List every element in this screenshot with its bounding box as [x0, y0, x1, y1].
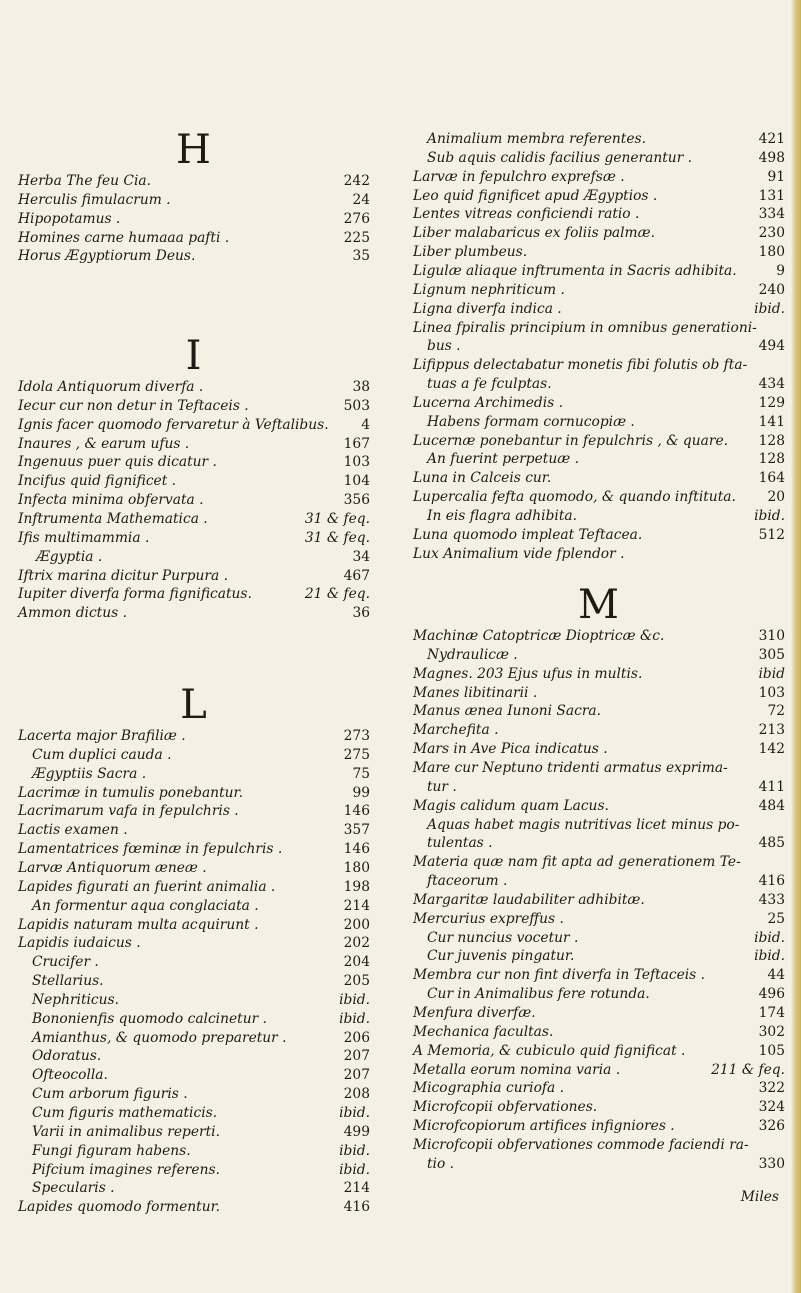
- entry-page: 498: [758, 149, 785, 166]
- entry-page: 322: [758, 1080, 785, 1097]
- entry-text: Margaritæ laudabiliter adhibitæ.: [413, 891, 645, 908]
- entry-page: 242: [343, 173, 370, 189]
- entry-text: Ofteocolla.: [32, 1067, 108, 1084]
- entry-text: Lacerta major Brafiliæ .: [18, 728, 186, 744]
- entry-text: Herculis fimulacrum .: [18, 191, 171, 208]
- entry-text: tio .: [427, 1155, 455, 1172]
- entry-page: 324: [758, 1099, 785, 1116]
- entry-text: Microfcopii obfervationes.: [413, 1099, 598, 1116]
- entry-page: 25: [767, 910, 785, 927]
- entry-page: 240: [758, 281, 785, 298]
- entry-page: 433: [758, 891, 785, 908]
- entry-text: Ligna diverfa indica .: [413, 300, 562, 317]
- entry-page: 207: [343, 1067, 370, 1084]
- entry-page: 416: [758, 873, 785, 890]
- entry-page: ibid.: [339, 1142, 370, 1159]
- entry-text: Odoratus.: [32, 1048, 102, 1065]
- entry-page: 31 & feq.: [304, 529, 370, 546]
- entry-text: Lupercalia fefta quomodo, & quando inftituta.: [413, 489, 736, 506]
- entry-page: 225: [343, 229, 370, 246]
- entry-text: Aquas habet magis nutritivas licet minus po-: [427, 816, 740, 833]
- entry-page: ibid: [758, 665, 785, 682]
- entry-text: Iftrix marina dicitur Purpura .: [18, 567, 228, 584]
- entry-text: Nephriticus.: [32, 991, 119, 1008]
- entry-page: 214: [343, 897, 370, 914]
- entry-page: 131: [758, 187, 785, 204]
- entry-text: An formentur aqua conglaciata .: [32, 897, 259, 914]
- entry-page: 411: [758, 778, 785, 795]
- entry-text: Lacrimæ in tumulis ponebantur.: [18, 784, 243, 801]
- entry-page: ibid.: [339, 1105, 370, 1121]
- entry-page: 91: [767, 168, 785, 185]
- entry-text: Menfura diverfæ.: [413, 1005, 536, 1021]
- entry-page: 204: [343, 954, 370, 971]
- entry-text: Cum figuris mathematicis.: [32, 1105, 218, 1121]
- entry-text: Lamentatrices fœminæ in fepulchris .: [18, 841, 283, 858]
- entry-text: Mechanica facultas.: [413, 1023, 554, 1040]
- section-letter: H: [176, 127, 212, 173]
- entry-text: Crucifer .: [32, 954, 99, 971]
- entry-page: 326: [758, 1118, 785, 1135]
- entry-page: 128: [758, 432, 785, 449]
- entry-text: Lignum nephriticum .: [413, 281, 565, 298]
- entry-page: 174: [758, 1005, 785, 1021]
- entry-text: Amianthus, & quomodo preparetur .: [32, 1029, 287, 1046]
- entry-text: Machinæ Catoptricæ Dioptricæ &c.: [413, 628, 665, 644]
- entry-page: 484: [758, 797, 785, 814]
- entry-text: Homines carne humaaa pafti .: [18, 229, 230, 246]
- entry-text: Lux Animalium vide fplendor .: [413, 545, 625, 562]
- entry-text: Miles: [740, 1188, 779, 1205]
- entry-text: Magnes. 203 Ejus ufus in multis.: [413, 665, 643, 682]
- entry-page: ibid.: [754, 508, 785, 524]
- entry-text: In eis flagra adhibita.: [427, 508, 577, 524]
- entry-page: 21 & feq.: [304, 586, 370, 603]
- entry-page: 167: [343, 435, 370, 452]
- entry-text: Magis calidum quam Lacus.: [413, 797, 609, 814]
- entry-page: 198: [343, 878, 370, 895]
- entry-text: Pifcium imagines referens.: [32, 1161, 220, 1178]
- entry-text: tur .: [427, 778, 457, 795]
- entry-page: 467: [343, 567, 370, 584]
- entry-page: 485: [758, 835, 785, 852]
- entry-page: 99: [352, 784, 370, 801]
- entry-page: ibid.: [754, 300, 785, 317]
- entry-page: 24: [352, 191, 370, 208]
- section-letter: I: [185, 333, 203, 379]
- entry-page: 142: [758, 741, 785, 758]
- entry-page: 129: [758, 394, 785, 411]
- entry-text: Materia quæ nam fit apta ad generationem Te-: [413, 854, 741, 871]
- entry-page: 503: [343, 397, 370, 414]
- entry-text: Habens formam cornucopiæ .: [427, 413, 635, 430]
- entry-text: Idola Antiquorum diverfa .: [18, 379, 204, 395]
- entry-page: 34: [352, 548, 370, 565]
- entry-text: Lapidis naturam multa acquirunt .: [18, 916, 259, 933]
- entry-text: Cum duplici cauda .: [32, 746, 172, 763]
- entry-page: 356: [343, 492, 370, 509]
- entry-page: 103: [758, 684, 785, 701]
- entry-text: Ignis facer quomodo fervaretur à Veftalibus.: [18, 416, 329, 433]
- entry-text: Microfcopii obfervationes commode faciendi ra-: [413, 1136, 749, 1153]
- entry-page: 180: [758, 244, 785, 261]
- entry-page: 9: [776, 262, 785, 279]
- entry-text: Herba The feu Cia.: [18, 173, 151, 189]
- entry-page: 421: [758, 131, 785, 147]
- entry-text: Mercurius expreffus .: [413, 910, 564, 927]
- entry-page: 4: [361, 416, 370, 433]
- entry-text: Ammon dictus .: [18, 605, 127, 622]
- entry-text: tulentas .: [427, 835, 493, 852]
- entry-page: 310: [758, 628, 785, 644]
- entry-page: 512: [758, 526, 785, 543]
- entry-page: 205: [343, 973, 370, 990]
- entry-text: Varii in animalibus reperti.: [32, 1123, 220, 1140]
- entry-page: 202: [343, 935, 370, 952]
- entry-page: 330: [758, 1155, 785, 1172]
- entry-text: Specularis .: [32, 1180, 115, 1197]
- entry-text: Luna in Calceis cur.: [413, 470, 552, 487]
- entry-page: 276: [343, 210, 370, 227]
- entry-page: 208: [343, 1086, 370, 1103]
- entry-page: 104: [343, 473, 370, 490]
- entry-text: Sub aquis calidis facilius generantur .: [427, 149, 693, 166]
- section-letter: L: [180, 682, 208, 728]
- entry-text: Membra cur non fint diverfa in Teftaceis .: [413, 967, 706, 984]
- entry-text: Inftrumenta Mathematica .: [18, 510, 208, 527]
- entry-page: 36: [352, 605, 370, 622]
- entry-page: 164: [758, 470, 785, 487]
- entry-page: 146: [343, 803, 370, 820]
- entry-text: Iecur cur non detur in Teftaceis .: [18, 397, 249, 414]
- entry-text: Hipopotamus .: [18, 210, 121, 227]
- entry-text: Liber malabaricus ex foliis palmæ.: [413, 225, 655, 242]
- entry-page: ibid.: [754, 948, 785, 965]
- entry-page: 206: [343, 1029, 370, 1046]
- entry-page: ibid.: [754, 929, 785, 946]
- entry-text: An fuerint perpetuæ .: [427, 451, 579, 468]
- entry-text: Marchefita .: [413, 722, 499, 739]
- entry-text: Leo quid fignificet apud Ægyptios .: [413, 187, 658, 204]
- entry-page: 146: [343, 841, 370, 858]
- entry-text: Manes libitinarii .: [413, 684, 538, 701]
- entry-page: 200: [343, 916, 370, 933]
- entry-text: A Memoria, & cubiculo quid fignificat .: [413, 1042, 686, 1059]
- entry-text: Lapides figurati an fuerint animalia .: [18, 878, 276, 895]
- entry-text: Incifus quid fignificet .: [18, 473, 177, 490]
- entry-text: Ingenuus puer quis dicatur .: [18, 454, 217, 471]
- entry-page: 38: [352, 379, 370, 395]
- entry-page: 494: [758, 338, 785, 355]
- entry-page: ibid.: [339, 991, 370, 1008]
- entry-page: 230: [758, 225, 785, 242]
- entry-text: Liber plumbeus.: [413, 244, 528, 261]
- entry-text: Lucerna Archimedis .: [413, 394, 563, 411]
- entry-page: 302: [758, 1023, 785, 1040]
- entry-text: bus .: [427, 338, 461, 355]
- entry-page: ibid.: [339, 1010, 370, 1027]
- entry-text: Cur juvenis pingatur.: [427, 948, 575, 965]
- entry-text: ftaceorum .: [427, 873, 508, 890]
- entry-text: Lactis examen .: [18, 822, 128, 839]
- entry-page: 20: [767, 489, 785, 506]
- entry-page: 103: [343, 454, 370, 471]
- entry-text: Ægyptiis Sacra .: [32, 765, 147, 782]
- entry-page: 211 & feq.: [711, 1061, 785, 1078]
- entry-page: 499: [343, 1123, 370, 1140]
- entry-page: 35: [352, 248, 370, 265]
- entry-page: 128: [758, 451, 785, 468]
- page-edge: [791, 0, 801, 1293]
- entry-page: 334: [758, 206, 785, 223]
- entry-text: Cum arborum figuris .: [32, 1086, 188, 1103]
- entry-text: Infecta minima obfervata .: [18, 492, 204, 509]
- entry-text: Lacrimarum vafa in fepulchris .: [18, 803, 239, 820]
- entry-text: Fungi figuram habens.: [32, 1142, 191, 1159]
- entry-text: Metalla eorum nomina varia .: [413, 1061, 621, 1078]
- entry-text: Bononienfis quomodo calcinetur .: [32, 1010, 267, 1027]
- entry-text: Lapidis iudaicus .: [18, 935, 141, 952]
- entry-text: Horus Ægyptiorum Deus.: [18, 248, 196, 265]
- entry-text: tuas a fe fculptas.: [427, 376, 552, 393]
- entry-page: 434: [758, 376, 785, 393]
- entry-text: Ægyptia .: [36, 548, 103, 565]
- entry-text: Inaures , & earum ufus .: [18, 435, 190, 452]
- entry-text: Larvæ Antiquorum æneæ .: [18, 859, 207, 876]
- entry-text: Cur in Animalibus fere rotunda.: [427, 986, 650, 1003]
- entry-page: 214: [343, 1180, 370, 1197]
- entry-text: Microfcopiorum artifices infigniores .: [413, 1118, 675, 1135]
- entry-page: 207: [343, 1048, 370, 1065]
- entry-page: 357: [343, 822, 370, 839]
- entry-text: Ligulæ aliaque inftrumenta in Sacris adhibita.: [413, 262, 737, 279]
- entry-text: Luna quomodo impleat Teftacea.: [413, 526, 643, 543]
- entry-page: 72: [767, 703, 785, 720]
- entry-page: 180: [343, 859, 370, 876]
- entry-page: 141: [758, 413, 785, 430]
- entry-text: Micographia curiofa .: [413, 1080, 564, 1097]
- entry-page: ibid.: [339, 1161, 370, 1178]
- section-letter: M: [578, 582, 620, 628]
- entry-text: Manus ænea Iunoni Sacra.: [413, 703, 602, 720]
- entry-text: Cur nuncius vocetur .: [427, 929, 579, 946]
- entry-text: Lifippus delectabatur monetis fibi folutis ob fta-: [413, 357, 748, 374]
- entry-page: 75: [352, 765, 370, 782]
- entry-page: 305: [758, 646, 785, 663]
- entry-page: 44: [767, 967, 785, 984]
- entry-page: 105: [758, 1042, 785, 1059]
- entry-text: Linea fpiralis principium in omnibus generationi-: [413, 319, 757, 336]
- entry-text: Mars in Ave Pica indicatus .: [413, 741, 608, 758]
- entry-page: 213: [758, 722, 785, 739]
- entry-page: 416: [343, 1199, 370, 1216]
- entry-text: Stellarius.: [32, 973, 104, 990]
- entry-page: 31 & feq.: [304, 510, 370, 527]
- entry-page: 275: [343, 746, 370, 763]
- entry-text: Lentes vitreas conficiendi ratio .: [413, 206, 640, 223]
- entry-page: 496: [758, 986, 785, 1003]
- entry-text: Larvæ in fepulchro exprefsæ .: [413, 168, 625, 185]
- entry-text: Ifis multimammia .: [18, 529, 150, 546]
- entry-text: Mare cur Neptuno tridenti armatus exprima-: [413, 759, 728, 776]
- entry-text: Lucernæ ponebantur in fepulchris , & quare.: [413, 432, 729, 449]
- entry-page: 273: [343, 728, 370, 744]
- entry-text: Animalium membra referentes.: [427, 131, 646, 147]
- entry-text: Nydraulicæ .: [427, 646, 518, 663]
- entry-text: Lapides quomodo formentur.: [18, 1199, 221, 1216]
- entry-text: Iupiter diverfa forma fignificatus.: [18, 586, 252, 603]
